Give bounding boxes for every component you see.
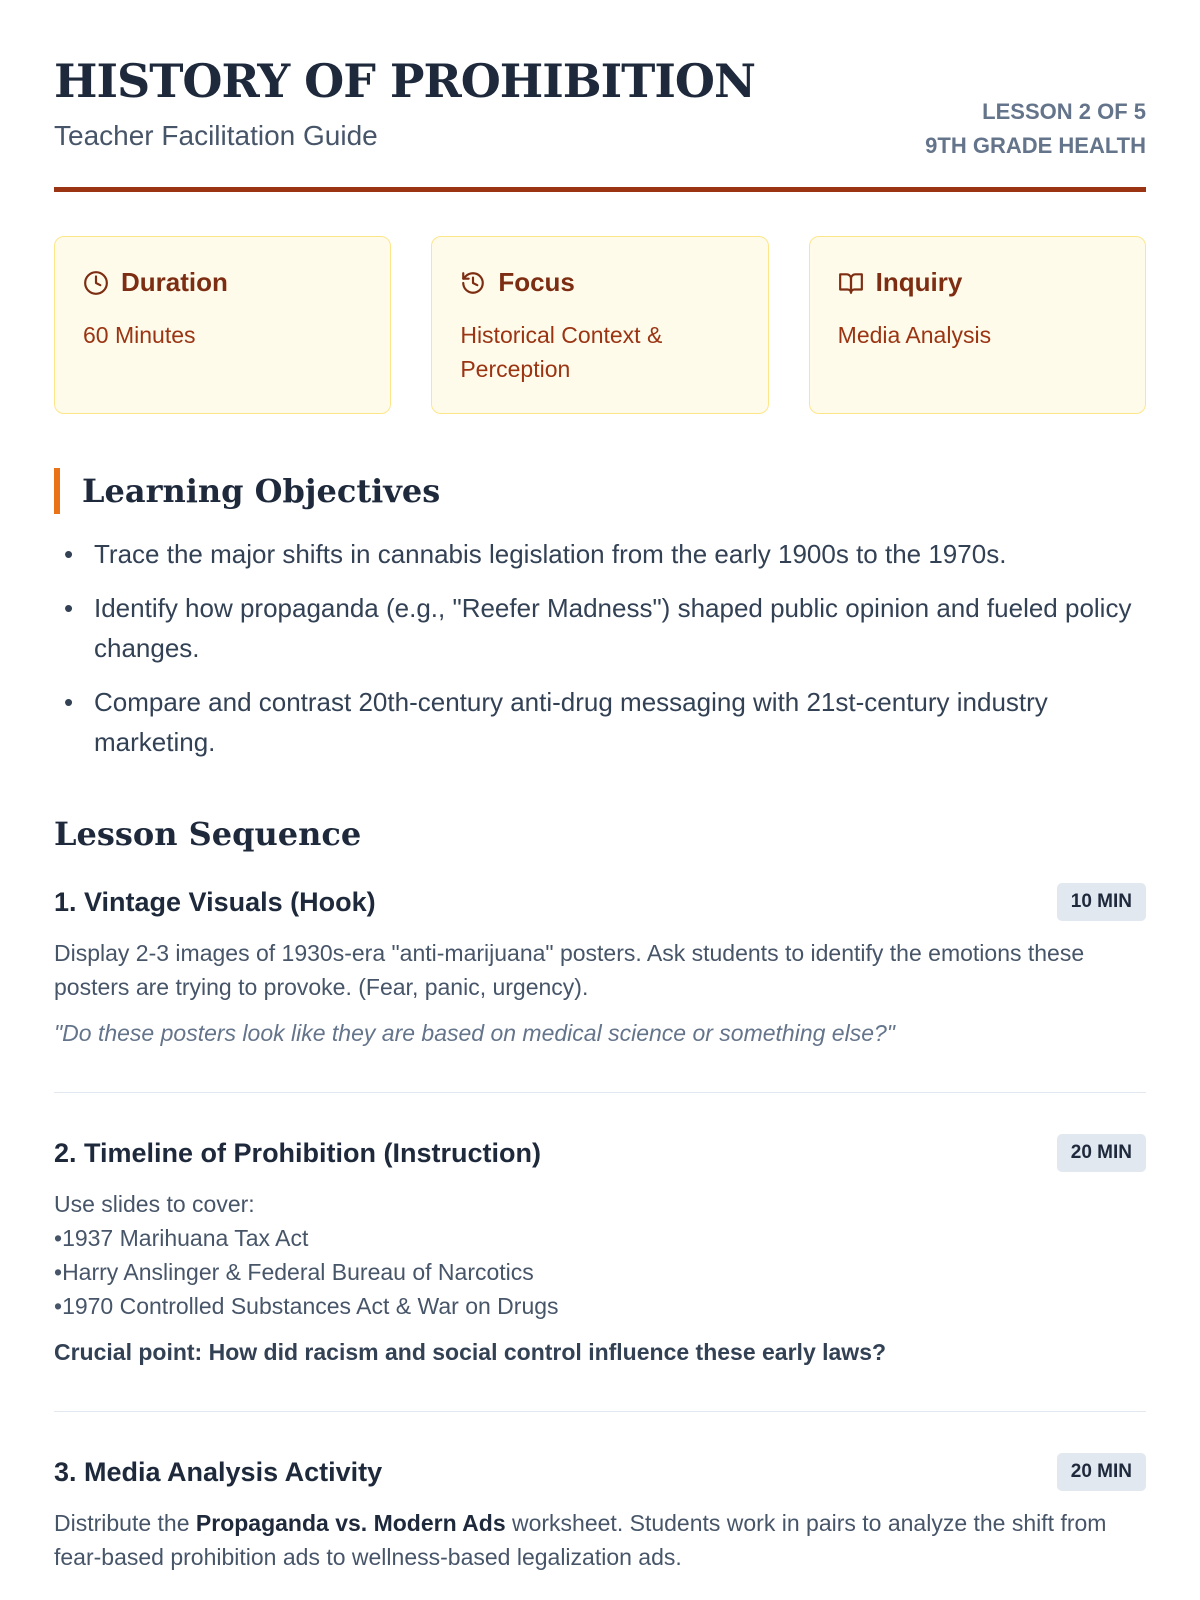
topic-item: • 1937 Marihuana Tax Act	[54, 1221, 1146, 1255]
duration-card-label: Duration	[121, 267, 228, 297]
page-header	[54, 0, 1146, 192]
duration-badge: 20 MIN	[1057, 1134, 1146, 1172]
topic-item: • Harry Anslinger & Federal Bureau of Narcotics	[54, 1255, 1146, 1289]
step-header	[54, 1452, 1146, 1492]
objective-item: • Trace the major shifts in cannabis legislation from the early 1900s to the 1970s.	[54, 534, 1146, 574]
step-header	[54, 882, 1146, 922]
inquiry-card-label: Inquiry	[875, 267, 963, 297]
duration-card-value: 60 Minutes	[83, 322, 196, 348]
duration-badge: 20 MIN	[1057, 1453, 1146, 1491]
step-description	[54, 1187, 1146, 1323]
page-title: HISTORY OF PROHIBITION	[54, 54, 756, 108]
lesson-meta	[925, 95, 1146, 163]
duration-badge: 10 MIN	[1057, 883, 1146, 921]
discussion-question: "Do these posters look like they are based on medical science or something else?"	[54, 1020, 895, 1046]
crucial-point: Crucial point: How did racism and social control influence these early laws?	[54, 1339, 887, 1365]
step-description	[54, 1506, 1146, 1574]
step-text-start: Distribute the	[54, 1510, 196, 1536]
objective-item: • Compare and contrast 20th-century anti-drug messaging with 21st-century industry marketing.	[54, 682, 1146, 762]
step-title: 2. Timeline of Prohibition (Instruction)	[54, 1137, 542, 1168]
objectives-heading: Learning Objectives	[54, 468, 1146, 514]
duration-card	[54, 236, 391, 414]
step-title: 3. Media Analysis Activity	[54, 1456, 383, 1487]
step-title: 1. Vintage Visuals (Hook)	[54, 886, 376, 917]
page-subtitle: Teacher Facilitation Guide	[54, 120, 378, 151]
step-text-end: worksheet. Students work in pairs to analyze the shift from fear-based prohibition ads to wellness-based legalization ads.	[54, 1510, 1107, 1570]
duration-card-header	[83, 267, 362, 298]
inquiry-card-header	[838, 267, 1117, 298]
focus-card	[431, 236, 768, 414]
step-description: Display 2-3 images of 1930s-era "anti-marijuana" posters. Ask students to identify the emotions these posters are trying to provoke. (Fear, panic, urgency).	[54, 940, 1085, 1000]
focus-card-label: Focus	[498, 267, 575, 297]
focus-card-value: Historical Context & Perception	[460, 322, 663, 382]
objective-item: • Identify how propaganda (e.g., "Reefer Madness") shaped public opinion and fueled policy changes.	[54, 588, 1146, 668]
book-open-icon	[838, 270, 864, 296]
objectives-list	[54, 534, 1146, 762]
topic-item: • 1970 Controlled Substances Act & War on Drugs	[54, 1289, 1146, 1323]
info-cards	[54, 236, 1146, 414]
step-instruction	[54, 1133, 1146, 1412]
inquiry-card-value: Media Analysis	[837, 322, 992, 348]
focus-card-header	[460, 267, 739, 298]
step-activity	[54, 1452, 1146, 1574]
grade-level: 9TH GRADE HEALTH	[925, 133, 1146, 158]
sequence-heading: Lesson Sequence	[54, 815, 362, 853]
step-hook	[54, 882, 1146, 1093]
step-intro: Use slides to cover:	[54, 1191, 255, 1217]
topic-list	[54, 1221, 1146, 1323]
lesson-number: LESSON 2 OF 5	[982, 99, 1146, 124]
step-header	[54, 1133, 1146, 1173]
history-icon	[460, 270, 486, 296]
inquiry-card	[809, 236, 1146, 414]
clock-icon	[83, 270, 109, 296]
worksheet-name: Propaganda vs. Modern Ads	[195, 1510, 506, 1536]
